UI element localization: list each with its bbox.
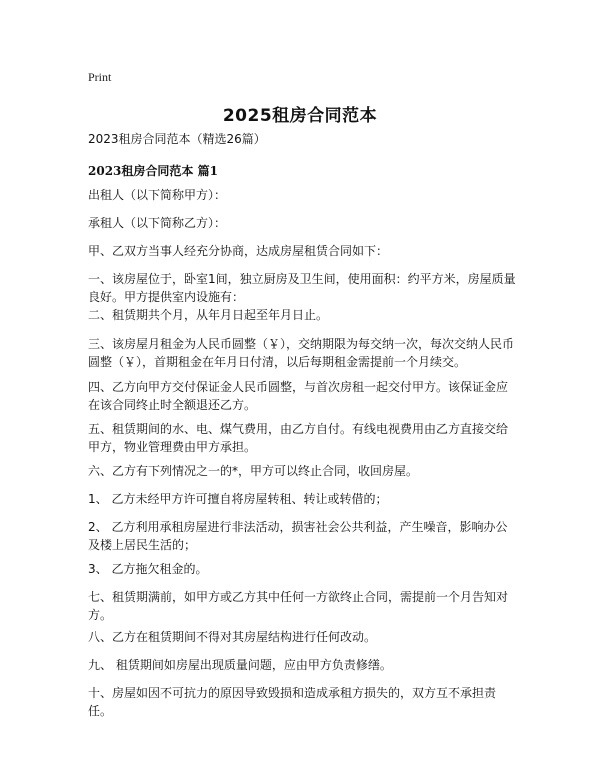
paragraph-clause-7: 七、租赁期满前，如甲方或乙方其中任何一方欲终止合同，需提前一个月告知对方。 [88, 590, 509, 622]
print-label: Print [88, 70, 112, 84]
paragraph-lessee: 承租人（以下简称乙方）： [88, 216, 227, 230]
paragraph-clause-1: 一、该房屋位于，卧室1间，独立厨房及卫生间，使用面积：约平方米，房屋质量良好。甲方提供室内设施有： [88, 272, 516, 304]
page-title: 2025租房合同范本 [222, 106, 378, 126]
paragraph-clause-9: 九、 租赁期间如房屋出现质量问题，应由甲方负责修缮。 [88, 658, 392, 672]
paragraph-clause-5: 五、租赁期间的水、电、煤气费用，由乙方自付。有线电视费用由乙方直接交给甲方，物业管理费由甲方承担。 [88, 422, 509, 454]
document-subtitle: 2023租房合同范本（精选26篇） [88, 132, 266, 146]
section-heading: 2023租房合同范本 篇1 [88, 164, 218, 178]
paragraph-clause-3: 三、该房屋月租金为人民币圆整（￥），交纳期限为每交纳一次，每次交纳人民币圆整（￥），首期租金在年月日付清，以后每期租金需提前一个月续交。 [88, 337, 515, 369]
paragraph-clause-6: 六、乙方有下列情况之一的*，甲方可以终止合同，收回房屋。 [88, 464, 419, 478]
paragraph-lessor: 出租人（以下简称甲方）： [88, 188, 227, 202]
paragraph-agreement-intro: 甲、乙双方当事人经充分协商，达成房屋租赁合同如下： [88, 244, 389, 258]
paragraph-clause-2: 二、租赁期共个月，从年月日起至年月日止。 [88, 308, 329, 322]
paragraph-clause-10: 十、房屋如因不可抗力的原因导致毁损和造成承租方损失的，双方互不承担责任。 [88, 686, 497, 718]
paragraph-item-1: 1、 乙方未经甲方许可擅自将房屋转租、转让或转借的； [88, 492, 388, 506]
paragraph-clause-8: 八、乙方在租赁期间不得对其房屋结构进行任何改动。 [88, 630, 377, 644]
paragraph-item-2: 2、 乙方利用承租房屋进行非法活动，损害社会公共利益，产生噪音，影响办公及楼上居民生活的； [88, 520, 508, 552]
paragraph-item-3: 3、 乙方拖欠租金的。 [88, 562, 208, 576]
paragraph-clause-4: 四、乙方向甲方交付保证金人民币圆整，与首次房租一起交付甲方。该保证金应在该合同终止时全额退还乙方。 [88, 380, 509, 412]
